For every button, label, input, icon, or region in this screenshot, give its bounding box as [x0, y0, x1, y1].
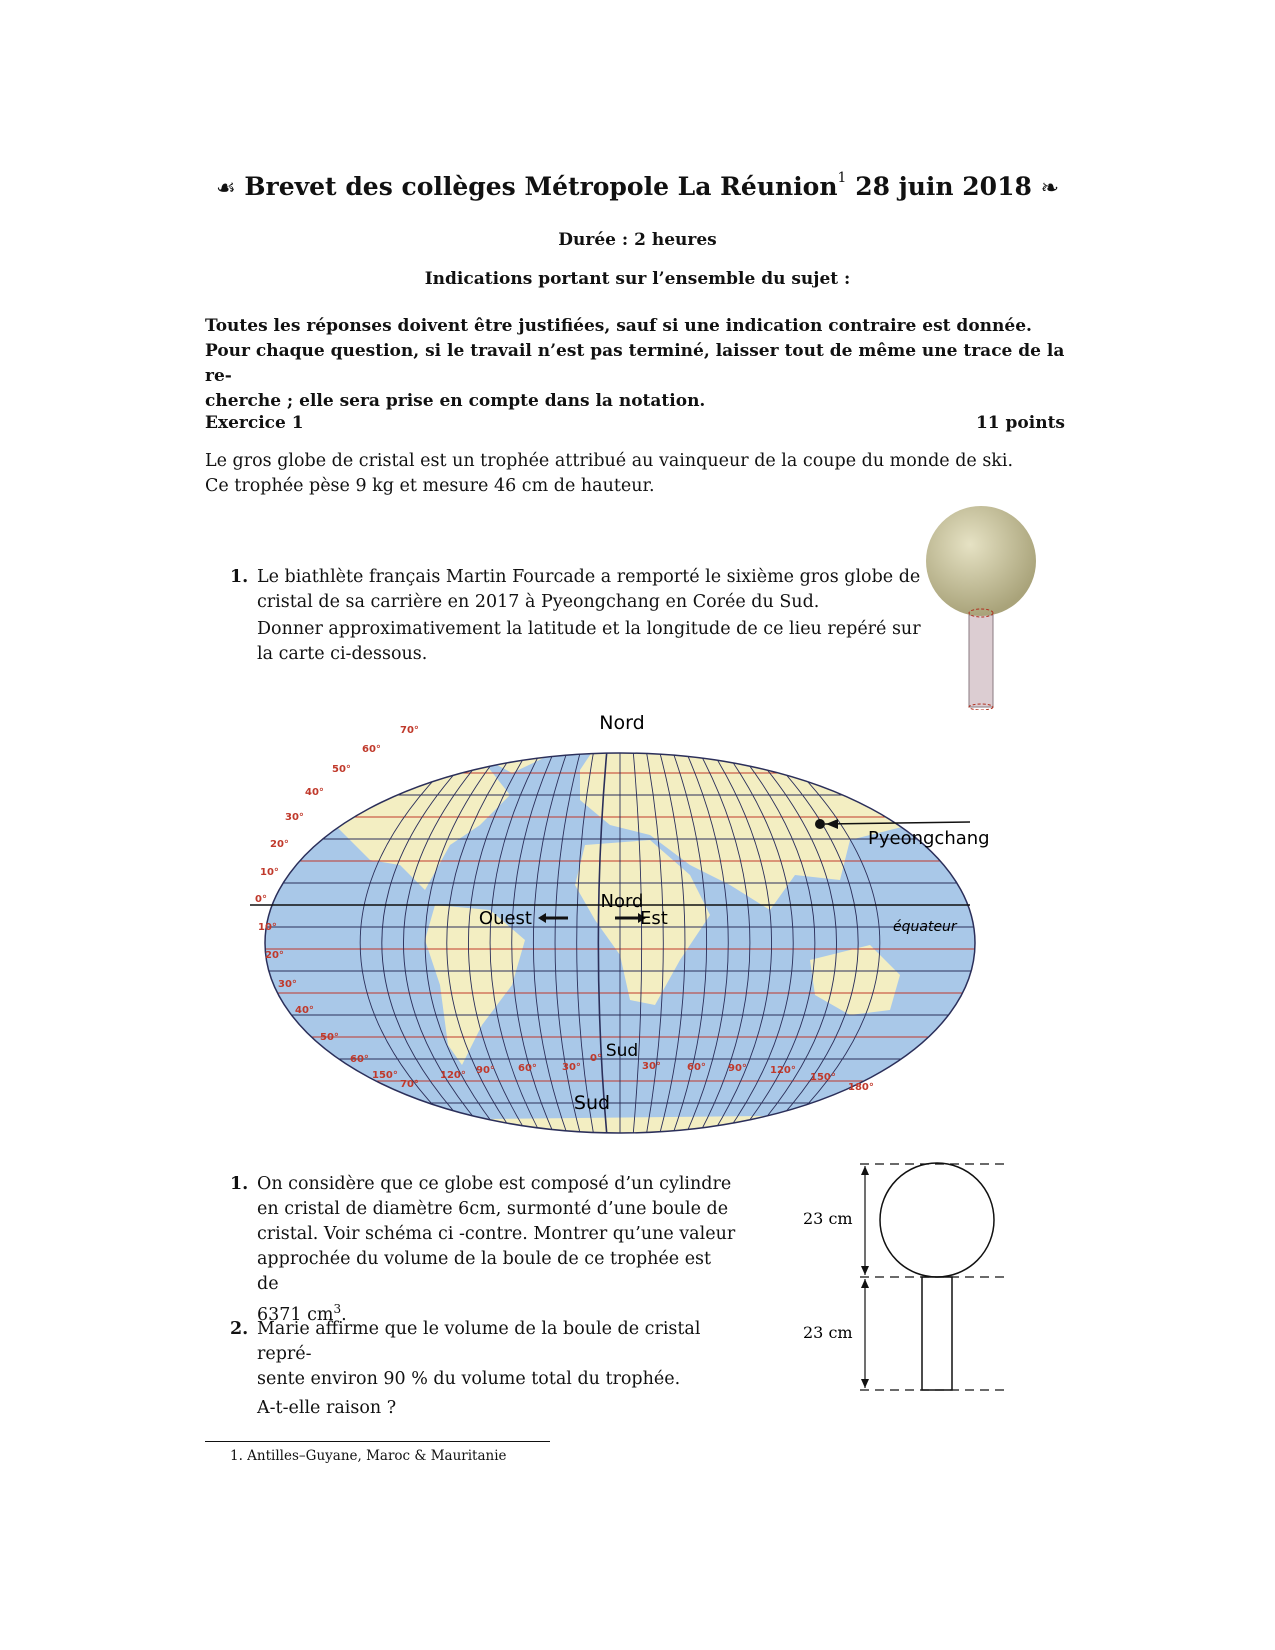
lon-label: 30° [562, 1062, 581, 1073]
question-1-number: 1. [230, 567, 249, 587]
lat-label: 30° [278, 979, 297, 990]
page-title [0, 172, 1275, 201]
map-inner-north-label: Nord [600, 891, 644, 912]
map-south-label: Sud [573, 1092, 611, 1114]
q3-line: sente environ 90 % du volume total du trophée. [257, 1369, 681, 1389]
dim-arrow-icon [861, 1379, 869, 1388]
exercise-points: 11 points [975, 413, 1065, 433]
q3-line: Marie affirme que le volume de la boule de cristal repré- [257, 1319, 701, 1364]
question-1-text [257, 565, 921, 667]
q2-line: On considère que ce globe est composé d’un cylindre [257, 1174, 732, 1194]
q2-line: approchée du volume de la boule de ce trophée est de [257, 1249, 712, 1294]
lon-label: 30° [642, 1061, 661, 1072]
q2-line: cristal. Voir schéma ci -contre. Montrer qu’une valeur [257, 1224, 736, 1244]
ornament-right-icon: ❧ [1040, 176, 1060, 201]
title-date: 28 juin 2018 [855, 172, 1032, 201]
footnote-rule [205, 1441, 550, 1442]
intro-line: Le gros globe de cristal est un trophée attribué au vainqueur de la coupe du monde de ski. [205, 451, 1014, 471]
trophy-illustration [920, 505, 1040, 710]
instructions [205, 314, 1065, 414]
trophy-cylinder [969, 615, 993, 707]
lon-label: 60° [518, 1063, 537, 1074]
duration: Durée : 2 heures [558, 230, 717, 250]
map-inner-south-label: Sud [605, 1041, 639, 1061]
top-dimension-label: 23 cm [803, 1209, 853, 1228]
q2-line: en cristal de diamètre 6cm, surmonté d’une boule de [257, 1199, 729, 1219]
trophy-globe [926, 506, 1036, 616]
q1-line: Le biathlète français Martin Fourcade a remporté le sixième gros globe de [257, 567, 921, 587]
question-3-number: 2. [230, 1319, 249, 1339]
lat-label: 0° [255, 894, 267, 905]
intro-line: Ce trophée pèse 9 kg et mesure 46 cm de hauteur. [205, 476, 655, 496]
q3-line: A-t-elle raison ? [257, 1398, 397, 1418]
pyeongchang-marker [815, 819, 825, 829]
question-3-text [257, 1317, 737, 1421]
dim-arrow-icon [861, 1166, 869, 1175]
lon-label: 150° [810, 1072, 836, 1083]
volume-end: . [341, 1304, 347, 1325]
lon-label: 150° [372, 1070, 398, 1081]
dim-arrow-icon [861, 1279, 869, 1288]
lon-label: 0° [590, 1053, 602, 1064]
lon-label: 120° [770, 1065, 796, 1076]
lat-label: 40° [295, 1005, 314, 1016]
instruction-line: Pour chaque question, si le travail n’est pas terminé, laisser tout de même une trace de la re- [205, 341, 1065, 386]
lon-label: 90° [728, 1063, 747, 1074]
question-2-number: 1. [230, 1174, 249, 1194]
lon-label: 120° [440, 1070, 466, 1081]
instruction-line: cherche ; elle sera prise en compte dans la notation. [205, 391, 706, 411]
lon-label: 60° [687, 1062, 706, 1073]
q1-line: Donner approximativement la latitude et la longitude de ce lieu repéré sur [257, 619, 921, 639]
lat-label: 20° [265, 950, 284, 961]
footnote: 1. Antilles–Guyane, Maroc & Mauritanie [230, 1448, 507, 1464]
ornament-left-icon: ☙ [215, 176, 236, 201]
lat-label: 10° [260, 867, 279, 878]
equator-label: équateur [893, 919, 957, 935]
lat-label: 50° [332, 764, 351, 775]
lat-label: 40° [305, 787, 324, 798]
lon-label: 90° [476, 1065, 495, 1076]
lat-label: 10° [258, 922, 277, 933]
dim-arrow-icon [861, 1266, 869, 1275]
title-footnote-ref: 1 [837, 170, 847, 186]
exercise-intro [205, 449, 1013, 499]
question-2-text [257, 1172, 737, 1328]
volume-exponent: 3 [333, 1302, 342, 1316]
bottom-dimension-label: 23 cm [803, 1323, 853, 1342]
lat-label: 70° [400, 725, 419, 736]
indications-heading: Indications portant sur l’ensemble du sujet : [424, 269, 851, 289]
antarctica [390, 1115, 870, 1155]
map-west-label: Ouest [478, 908, 532, 929]
map-north-label: Nord [599, 715, 645, 734]
exercise-title: Exercice 1 [205, 413, 304, 433]
lat-label: 60° [362, 744, 381, 755]
q1-line: cristal de sa carrière en 2017 à Pyeongchang en Corée du Sud. [257, 592, 820, 612]
diagram-sphere [880, 1163, 994, 1277]
pyeongchang-label: Pyeongchang [868, 828, 990, 849]
map-east-label: Est [640, 908, 668, 929]
lon-label: 180° [848, 1082, 874, 1093]
world-map [250, 715, 1030, 1155]
lat-label: 20° [270, 839, 289, 850]
instruction-line: Toutes les réponses doivent être justifiées, sauf si une indication contraire est donnée. [205, 316, 1032, 336]
diagram-cylinder [922, 1277, 952, 1390]
q1-line: la carte ci-dessous. [257, 644, 428, 664]
lat-label: 60° [350, 1054, 369, 1065]
trophy-diagram [795, 1158, 1015, 1403]
title-text: Brevet des collèges Métropole La Réunion [244, 172, 838, 201]
lat-label: 50° [320, 1032, 339, 1043]
volume-value: 6371 cm [257, 1304, 334, 1325]
lat-label: 30° [285, 812, 304, 823]
lat-label: 70° [400, 1079, 419, 1090]
